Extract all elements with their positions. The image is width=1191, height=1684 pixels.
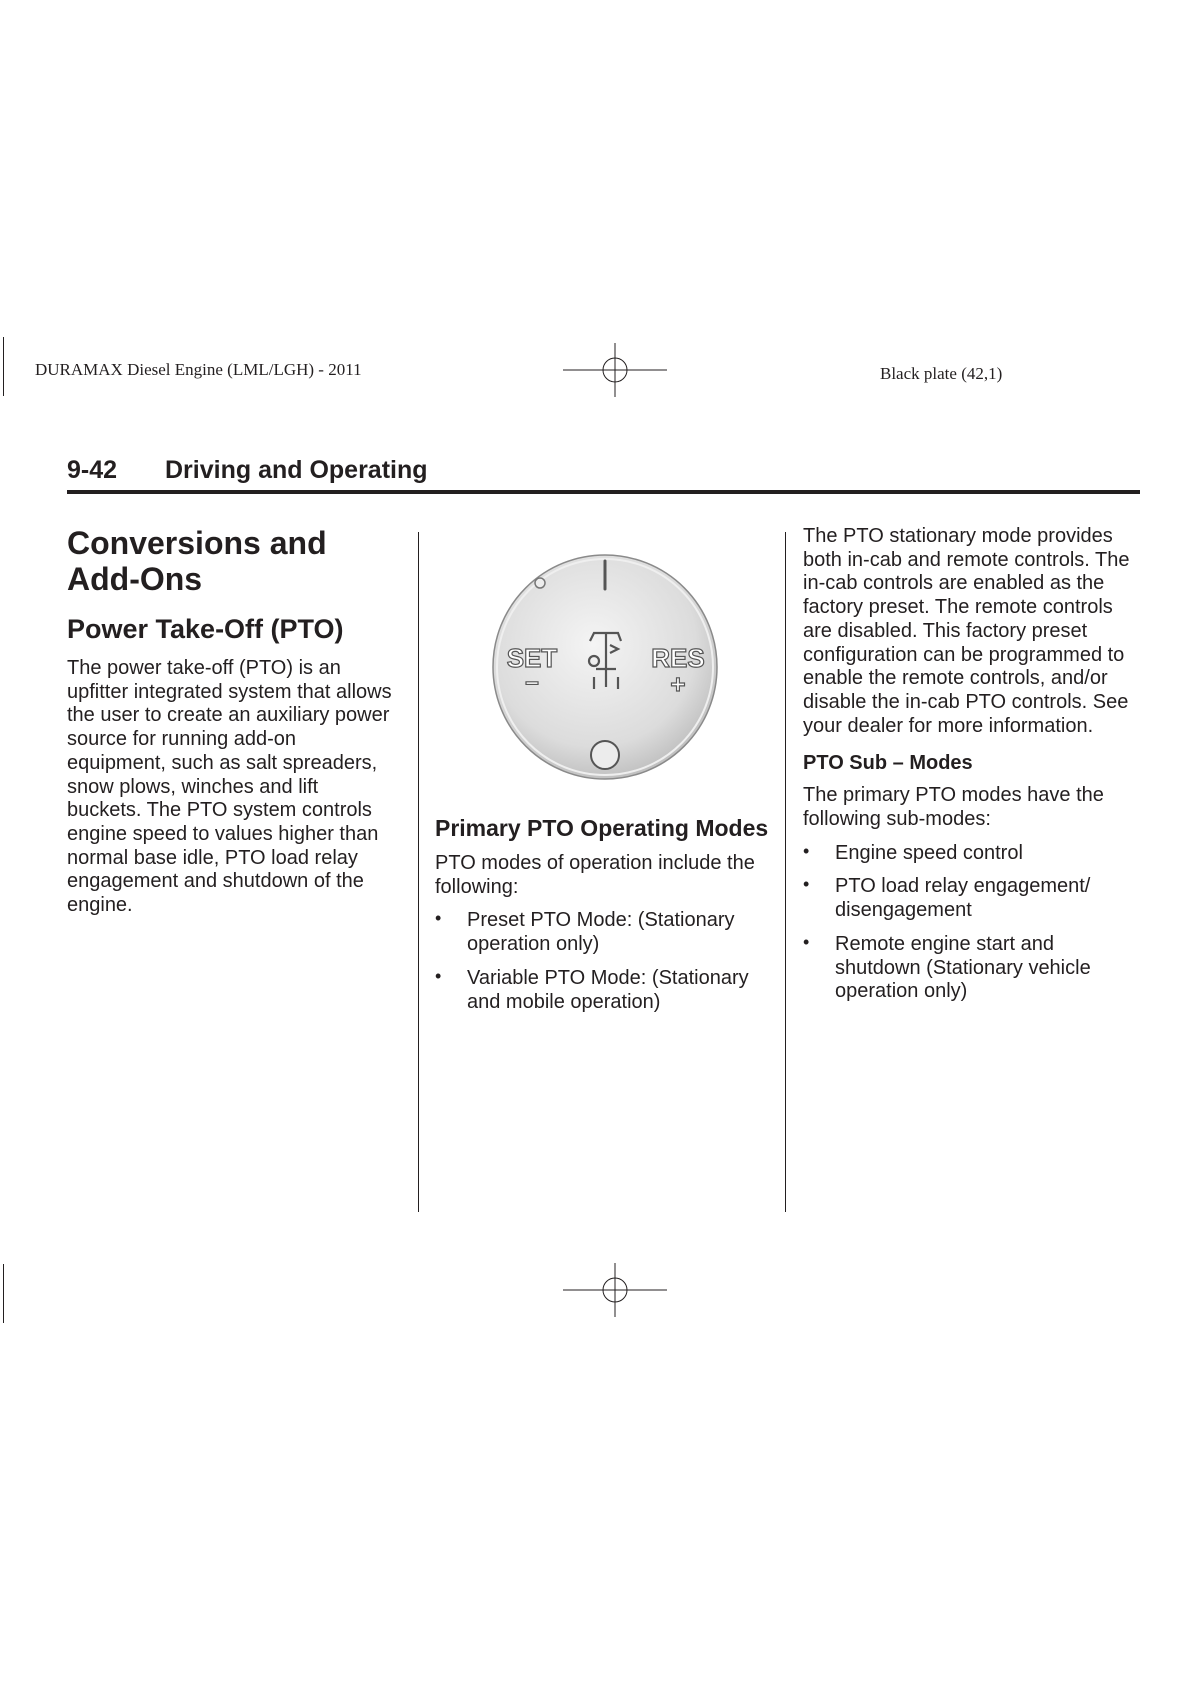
list-item-text: Preset PTO Mode: (Stationary operation only): [467, 909, 735, 956]
minus-label: −: [524, 670, 540, 697]
list-item-text: Variable PTO Mode: (Stationary and mobile operation): [467, 966, 749, 1013]
list-item: [803, 933, 1143, 1004]
list-item: [803, 875, 1143, 922]
bullet-icon: •: [435, 908, 442, 929]
stationary-mode-description: The PTO stationary mode provides both in-cab and remote controls. The in-cab controls are enabled as the factory preset. The remote controls are disabled. This factory preset configuration can be programmed to enable the remote controls, and/or disable the in-cab PTO controls. See your dealer for more information.: [803, 525, 1130, 737]
pto-switch-icon: [490, 545, 720, 790]
subsection-heading: Power Take-Off (PTO): [67, 614, 344, 644]
set-label: SET: [506, 643, 558, 673]
bullet-icon: •: [435, 965, 442, 986]
crop-mark-left-bottom: [3, 1264, 4, 1323]
pto-description: The power take-off (PTO) is an upfitter integrated system that allows the user to create an auxiliary power source for running add-on equipment, such as salt spreaders, snow plows, winches and lift buckets. The PTO system controls engine speed to values higher than normal base idle, PTO load relay engagement and shutdown of the engine.: [67, 657, 392, 917]
bullet-icon: •: [803, 931, 810, 952]
list-item: [435, 909, 780, 956]
print-header-right: Black plate (42,1): [880, 364, 1003, 383]
column-divider-1: [418, 532, 419, 1212]
crop-mark-left-top: [3, 337, 4, 396]
running-head: [67, 456, 428, 485]
section-title: Driving and Operating: [165, 456, 428, 484]
res-label: RES: [651, 643, 705, 673]
registration-mark-bottom: [560, 1260, 670, 1320]
column-3: [803, 525, 1143, 1014]
column-2: [435, 525, 780, 1024]
page-number: 9-42: [67, 456, 118, 484]
column-1: [67, 525, 397, 928]
section-heading: Conversions and Add-Ons: [67, 525, 327, 597]
list-item-text: Engine speed control: [835, 841, 1023, 864]
bullet-icon: •: [803, 840, 810, 861]
list-item: [803, 842, 1143, 866]
plus-label: +: [670, 669, 686, 699]
sub-modes-intro: The primary PTO modes have the following sub-modes:: [803, 784, 1104, 831]
header-rule: [67, 490, 1140, 494]
column-divider-2: [785, 532, 786, 1212]
list-item-text: Remote engine start and shutdown (Stationary vehicle operation only): [835, 932, 1091, 1003]
sub-modes-heading: PTO Sub – Modes: [803, 752, 973, 775]
bullet-icon: •: [803, 874, 810, 895]
registration-mark-top: [560, 340, 670, 400]
operating-modes-list: [435, 909, 780, 1014]
print-header-left: DURAMAX Diesel Engine (LML/LGH) - 2011: [35, 360, 362, 379]
list-item-text: PTO load relay engagement/ disengagement: [835, 875, 1091, 922]
operating-modes-intro: PTO modes of operation include the following:: [435, 852, 755, 898]
sub-modes-list: [803, 842, 1143, 1004]
operating-modes-heading: Primary PTO Operating Modes: [435, 815, 769, 841]
list-item: [435, 967, 780, 1014]
